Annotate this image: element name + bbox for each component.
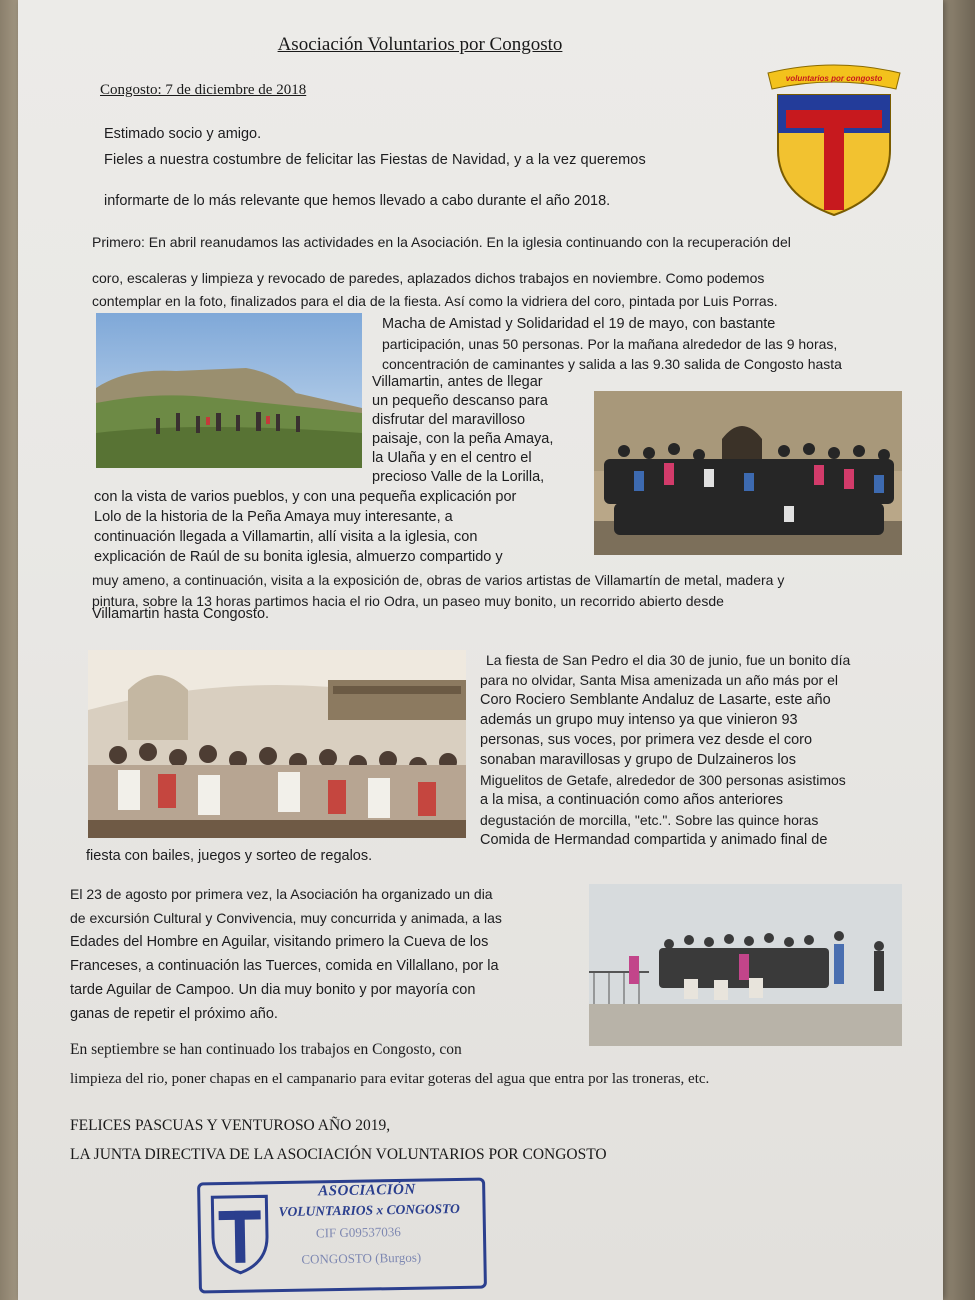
para2-line-15: pintura, sobre la 13 horas partimos hacia el rio Odra, un paseo muy bonito, un recorrido abierto desde <box>92 593 724 609</box>
para1-line-2: coro, escaleras y limpieza y revocado de paredes, aplazados dichos trabajos en noviembre. Como podemos <box>92 270 765 286</box>
para2-line-1: Macha de Amistad y Solidaridad el 19 de mayo, con bastante <box>382 316 776 332</box>
stamp-logo-icon <box>208 1192 271 1277</box>
closing-signature: LA JUNTA DIRECTIVA DE LA ASOCIACIÓN VOLUNTARIOS POR CONGOSTO <box>70 1146 607 1163</box>
para2-line-11: Lolo de la historia de la Peña Amaya muy interesante, a <box>94 509 453 525</box>
para2-line-13: explicación de Raúl de su bonita iglesia, almuerzo compartido y <box>94 549 503 565</box>
closing-greeting: FELICES PASCUAS Y VENTUROSO AÑO 2019, <box>70 1117 391 1134</box>
para3-line-9: degustación de morcilla, "etc.". Sobre las quince horas <box>480 812 819 828</box>
stamp-line-2: VOLUNTARIOS x CONGOSTO <box>278 1200 460 1220</box>
para3-line-6: sonaban maravillosas y grupo de Dulzaineros los <box>480 752 796 768</box>
logo-banner-text: voluntarios por congosto <box>785 74 883 83</box>
para2-line-10: con la vista de varios pueblos, y con una pequeña explicación por <box>94 489 517 505</box>
para2-line-14: muy ameno, a continuación, visita a la exposición de, obras de varios artistas de Villamartín de metal, madera y <box>92 572 785 588</box>
para3-line-5: personas, sus voces, por primera vez desde el coro <box>480 732 813 748</box>
para2-line-5: un pequeño descanso para <box>372 393 548 409</box>
stamp-line-4: CONGOSTO (Burgos) <box>301 1249 422 1267</box>
photo-excursion-group <box>589 884 902 1046</box>
greeting: Estimado socio y amigo. <box>104 126 262 142</box>
para3-line-7: Miguelitos de Getafe, alrededor de 300 personas asistimos <box>480 772 846 788</box>
intro-line-2: informarte de lo más relevante que hemos llevado a cabo durante el año 2018. <box>104 193 611 209</box>
para3-line-3: Coro Rociero Semblante Andaluz de Lasarte, este año <box>480 692 831 708</box>
para2-line-2: participación, unas 50 personas. Por la mañana alrededor de las 9 horas, <box>382 336 838 352</box>
para2-line-9: precioso Valle de la Lorilla, <box>372 469 545 485</box>
para3-line-1: La fiesta de San Pedro el dia 30 de junio, fue un bonito día <box>486 652 851 668</box>
para4-line-4: Franceses, a continuación las Tuerces, comida en Villallano, por la <box>70 958 499 974</box>
para3-line-4: además un grupo muy intenso ya que vinieron 93 <box>480 712 798 728</box>
para5-line-1: En septiembre se han continuado los trabajos en Congosto, con <box>70 1041 462 1058</box>
para3-line-10: Comida de Hermandad compartida y animado final de <box>480 832 828 848</box>
para2-line-3: concentración de caminantes y salida a las 9.30 salida de Congosto hasta <box>382 356 842 372</box>
para4-line-1: El 23 de agosto por primera vez, la Asociación ha organizado un dia <box>70 886 493 902</box>
para2-line-6: disfrutar del maravilloso <box>372 412 526 428</box>
letter-title: Asociación Voluntarios por Congosto <box>277 34 563 55</box>
para4-line-5: tarde Aguilar de Campoo. Un dia muy bonito y por mayoría con <box>70 982 476 998</box>
photo-church-interior <box>88 650 466 838</box>
para2-line-16: Villamartin hasta Congosto. <box>92 606 270 622</box>
association-logo-icon <box>760 55 908 220</box>
para2-line-8: la Ulaña y en el centro el <box>372 450 532 466</box>
letter-date: Congosto: 7 de diciembre de 2018 <box>100 82 307 98</box>
intro-line-1: Fieles a nuestra costumbre de felicitar las Fiestas de Navidad, y a la vez queremos <box>104 152 646 168</box>
photo-mountain-walk <box>96 313 362 468</box>
para4-line-3: Edades del Hombre en Aguilar, visitando primero la Cueva de los <box>70 934 489 950</box>
para4-line-6: ganas de repetir el próximo año. <box>70 1006 278 1022</box>
para3-line-2: para no olvidar, Santa Misa amenizada un año más por el <box>480 672 838 688</box>
para3-line-11: fiesta con bailes, juegos y sorteo de regalos. <box>86 848 373 864</box>
para2-line-4: Villamartin, antes de llegar <box>372 374 543 390</box>
para1-line-1: Primero: En abril reanudamos las actividades en la Asociación. En la iglesia continuando con la recuperación del <box>92 234 791 250</box>
association-stamp <box>197 1177 487 1293</box>
photo-group-church <box>594 391 902 555</box>
para4-line-2: de excursión Cultural y Convivencia, muy concurrida y animada, a las <box>70 910 502 926</box>
para1-line-3: contemplar en la foto, finalizados para el dia de la fiesta. Así como la vidriera del coro, pintada por Luis Porras. <box>92 293 778 309</box>
para2-line-7: paisaje, con la peña Amaya, <box>372 431 554 447</box>
stamp-line-3: CIF G09537036 <box>315 1223 401 1241</box>
para5-line-2: limpieza del rio, poner chapas en el campanario para evitar goteras del agua que entra por las troneras, etc. <box>70 1071 710 1087</box>
para3-line-8: a la misa, a continuación como años anteriores <box>480 792 784 808</box>
para2-line-12: continuación llegada a Villamartin, allí visita a la iglesia, con <box>94 529 478 545</box>
stamp-line-1: ASOCIACIÓN <box>318 1181 416 1200</box>
